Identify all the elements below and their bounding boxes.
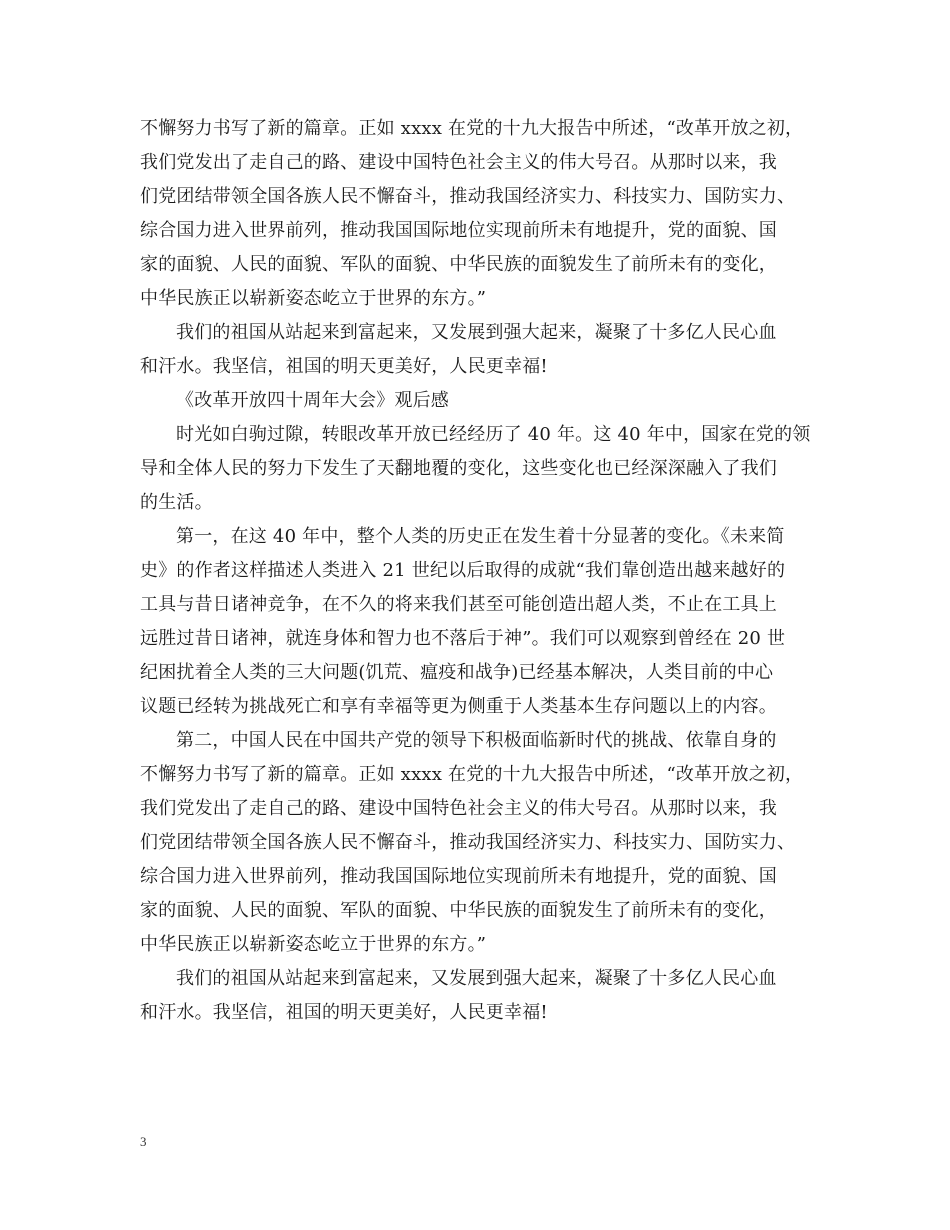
text-line: 远胜过昔日诸神，就连身体和智力也不落后于神”。我们可以观察到曾经在 20 世: [140, 628, 786, 649]
section-heading: 《改革开放四十周年大会》观后感: [176, 390, 449, 411]
document-body: [140, 112, 830, 1030]
text-line: 导和全体人民的努力下发生了天翻地覆的变化，这些变化也已经深深融入了我们: [140, 458, 777, 479]
text-line: 纪困扰着全人类的三大问题(饥荒、瘟疫和战争)已经基本解决，人类目前的中心: [140, 662, 774, 683]
text-line: 中华民族正以崭新姿态屹立于世界的东方。”: [140, 934, 487, 955]
text-line: 第二，中国人民在中国共产党的领导下积极面临新时代的挑战、依靠自身的: [176, 730, 777, 751]
text-line: 不懈努力书写了新的篇章。正如 xxxx 在党的十九大报告中所述，“改革开放之初，: [140, 118, 804, 139]
text-line: 第一，在这 40 年中，整个人类的历史正在发生着十分显著的变化。《未来简: [176, 526, 785, 547]
text-line: 的生活。: [140, 492, 213, 513]
text-line: 们党团结带领全国各族人民不懈奋斗，推动我国经济实力、科技实力、国防实力、: [140, 832, 796, 853]
text-line: 我们党发出了走自己的路、建设中国特色社会主义的伟大号召。从那时以来，我: [140, 798, 777, 819]
text-line: 不懈努力书写了新的篇章。正如 xxxx 在党的十九大报告中所述，“改革开放之初，: [140, 764, 804, 785]
page-number: 3: [140, 1134, 147, 1149]
text-line: 我们党发出了走自己的路、建设中国特色社会主义的伟大号召。从那时以来，我: [140, 152, 777, 173]
text-line: 综合国力进入世界前列，推动我国国际地位实现前所未有地提升，党的面貌、国: [140, 220, 777, 241]
text-line: 议题已经转为挑战死亡和享有幸福等更为侧重于人类基本生存问题以上的内容。: [140, 696, 777, 717]
text-line: 家的面貌、人民的面貌、军队的面貌、中华民族的面貌发生了前所未有的变化，: [140, 900, 777, 921]
text-line: 工具与昔日诸神竞争，在不久的将来我们甚至可能创造出超人类，不止在工具上: [140, 594, 777, 615]
text-line: 史》的作者这样描述人类进入 21 世纪以后取得的成就“我们靠创造出越来越好的: [140, 560, 786, 581]
text-line: 我们的祖国从站起来到富起来，又发展到强大起来，凝聚了十多亿人民心血: [176, 322, 777, 343]
text-line: 和汗水。我坚信，祖国的明天更美好，人民更幸福!: [140, 1002, 548, 1023]
text-line: 我们的祖国从站起来到富起来，又发展到强大起来，凝聚了十多亿人民心血: [176, 968, 777, 989]
text-line: 中华民族正以崭新姿态屹立于世界的东方。”: [140, 288, 487, 309]
text-line: 综合国力进入世界前列，推动我国国际地位实现前所未有地提升，党的面貌、国: [140, 866, 777, 887]
text-line: 和汗水。我坚信，祖国的明天更美好，人民更幸福!: [140, 356, 548, 377]
text-line: 们党团结带领全国各族人民不懈奋斗，推动我国经济实力、科技实力、国防实力、: [140, 186, 796, 207]
text-line: 家的面貌、人民的面貌、军队的面貌、中华民族的面貌发生了前所未有的变化，: [140, 254, 777, 275]
text-line: 时光如白驹过隙，转眼改革开放已经经历了 40 年。这 40 年中，国家在党的领: [176, 424, 811, 445]
